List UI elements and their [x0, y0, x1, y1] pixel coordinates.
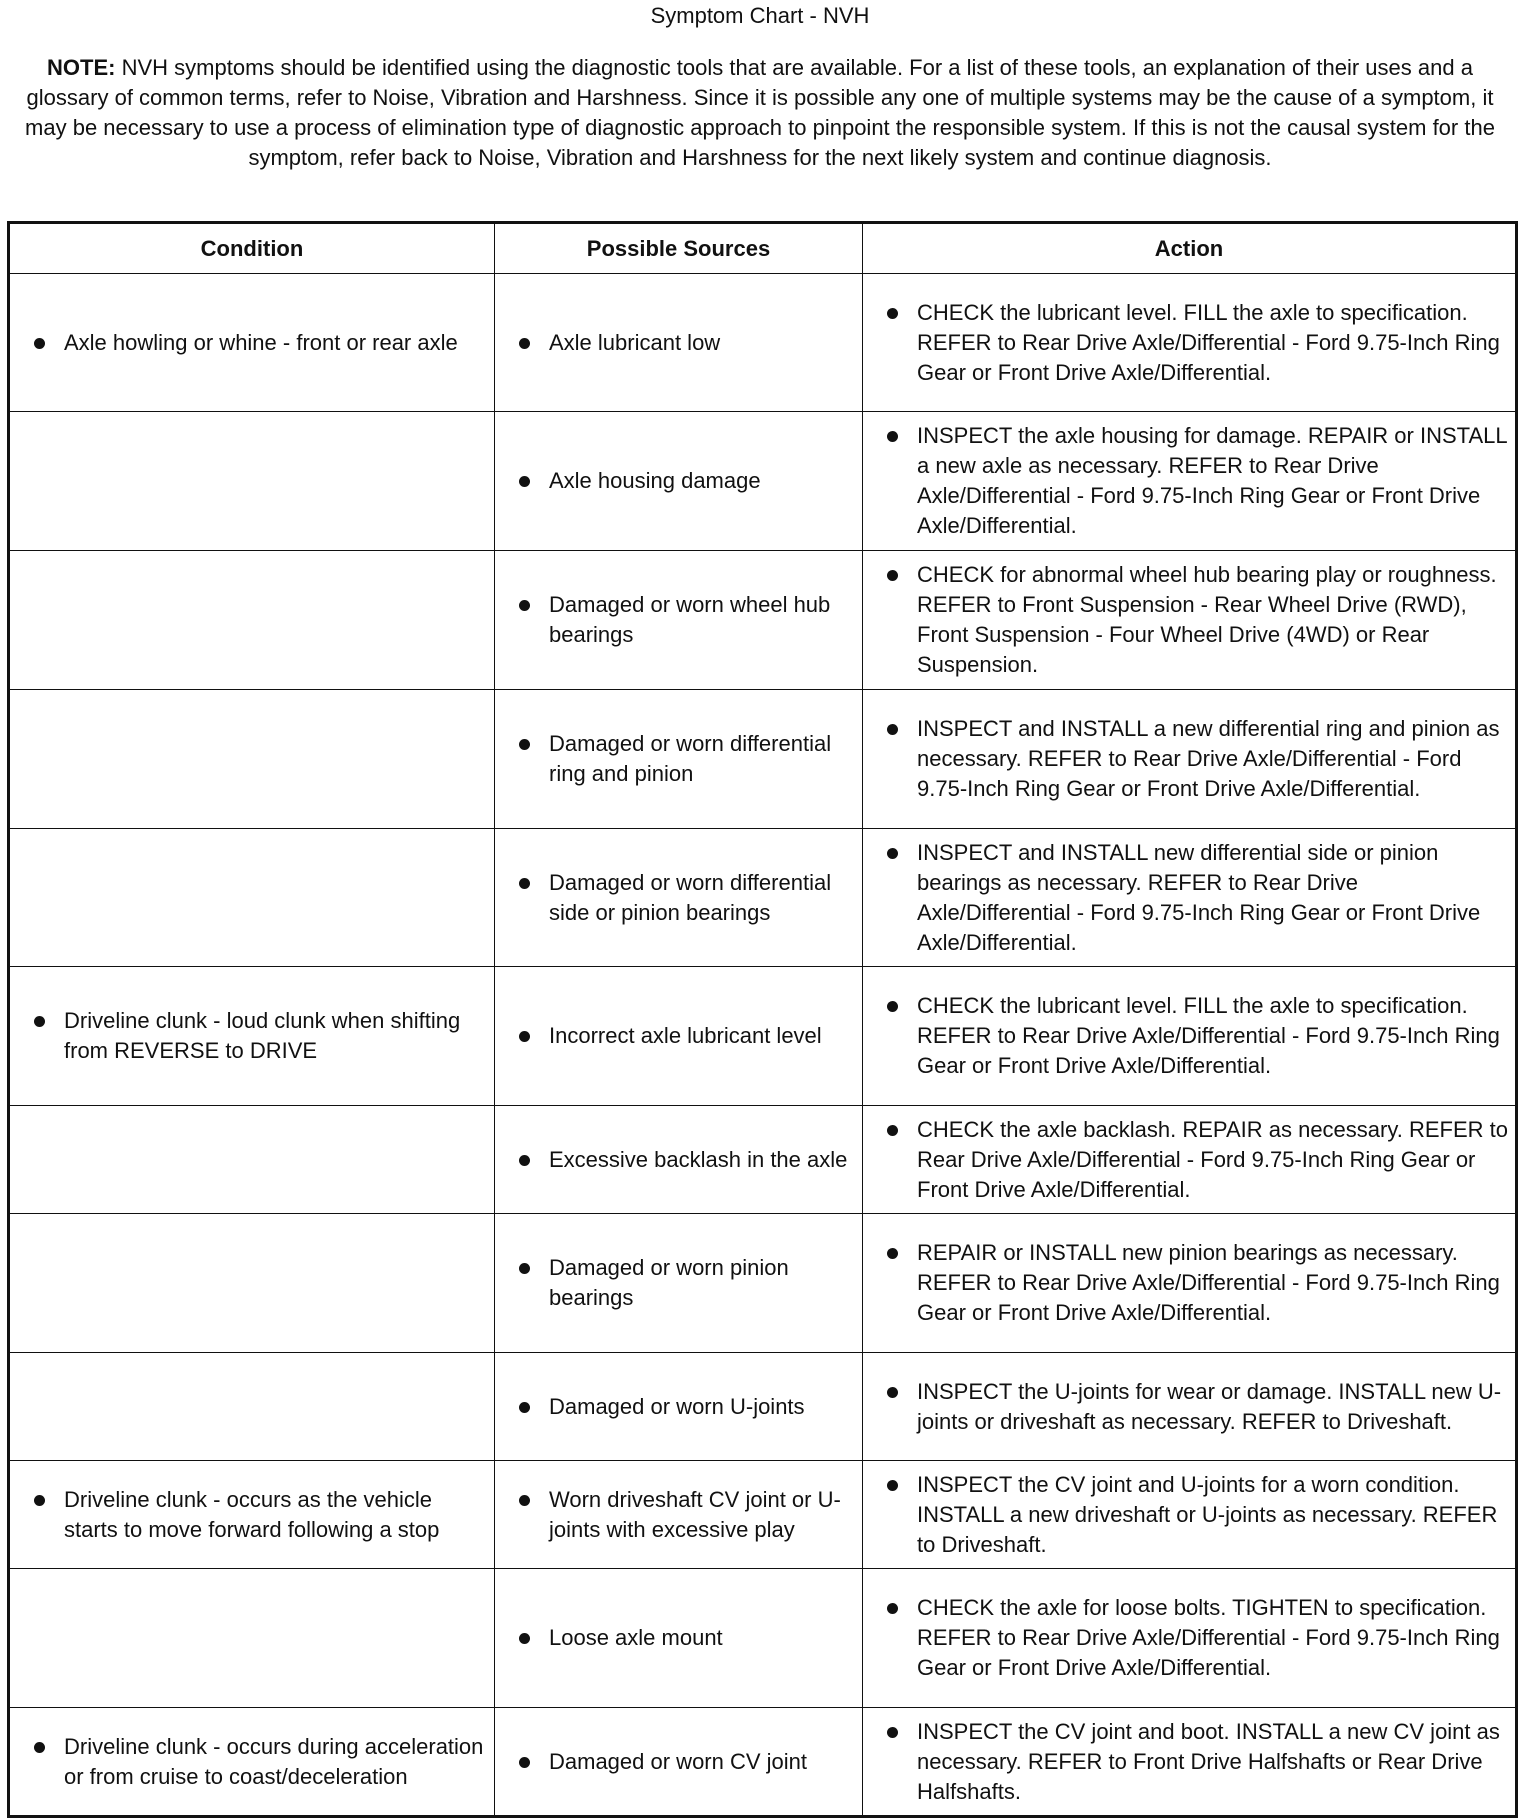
source-text: Incorrect axle lubricant level: [513, 1021, 856, 1051]
action-cell: [863, 412, 1517, 551]
source-cell: [495, 1353, 863, 1461]
table-row: [9, 967, 1517, 1106]
page-title: Symptom Chart - NVH: [650, 3, 870, 28]
table-header-row: [9, 223, 1517, 274]
source-text: Excessive backlash in the axle: [513, 1145, 856, 1175]
action-cell: [863, 690, 1517, 829]
action-cell: [863, 1106, 1517, 1214]
source-text: Worn driveshaft CV joint or U-joints with excessive play: [513, 1485, 856, 1545]
table-row: [9, 1461, 1517, 1569]
source-text: Damaged or worn differential ring and pinion: [513, 729, 856, 789]
source-cell: [495, 690, 863, 829]
source-text: Axle housing damage: [513, 466, 856, 496]
source-text: Damaged or worn pinion bearings: [513, 1253, 856, 1313]
action-text: CHECK the axle for loose bolts. TIGHTEN to specification. REFER to Rear Drive Axle/Differential - Ford 9.75-Inch Ring Gear or Front Drive Axle/Differential.: [881, 1593, 1509, 1683]
source-cell: [495, 412, 863, 551]
header-condition: Condition: [9, 223, 495, 274]
condition-cell: [9, 1106, 495, 1214]
symptom-chart-table: [7, 221, 1518, 1818]
action-cell: [863, 551, 1517, 690]
condition-cell: [9, 1214, 495, 1353]
note-label: NOTE:: [47, 55, 116, 80]
action-cell: [863, 274, 1517, 412]
condition-cell: [9, 690, 495, 829]
action-text: INSPECT the U-joints for wear or damage. INSTALL new U-joints or driveshaft as necessary. REFER to Driveshaft.: [881, 1377, 1509, 1437]
action-cell: [863, 1353, 1517, 1461]
table-row: [9, 1569, 1517, 1708]
note-text: NVH symptoms should be identified using the diagnostic tools that are available. For a list of these tools, an explanation of their uses and a glossary of common terms, refer to Noise, Vibration and Harshness. Since it is possible any one of multiple systems may be the cause of a symptom, it may be necessary to use a process of elimination type of diagnostic approach to pinpoint the responsible system. If this is not the causal system for the symptom, refer back to Noise, Vibration and Harshness for the next likely system and continue diagnosis.: [25, 55, 1495, 170]
source-cell: [495, 1569, 863, 1708]
table-row: [9, 690, 1517, 829]
condition-cell: [9, 967, 495, 1106]
condition-text: Axle howling or whine - front or rear axle: [28, 328, 488, 358]
table-row: [9, 1214, 1517, 1353]
source-text: Damaged or worn wheel hub bearings: [513, 590, 856, 650]
header-possible-sources: Possible Sources: [495, 223, 863, 274]
source-text: Loose axle mount: [513, 1623, 856, 1653]
action-cell: [863, 1569, 1517, 1708]
source-cell: [495, 551, 863, 690]
table-row: [9, 1708, 1517, 1817]
source-cell: [495, 1106, 863, 1214]
condition-text: Driveline clunk - occurs during acceleration or from cruise to coast/deceleration: [28, 1732, 488, 1792]
source-cell: [495, 1708, 863, 1817]
action-text: CHECK the axle backlash. REPAIR as necessary. REFER to Rear Drive Axle/Differential - Ford 9.75-Inch Ring Gear or Front Drive Axle/Differential.: [881, 1115, 1509, 1205]
action-text: CHECK for abnormal wheel hub bearing play or roughness. REFER to Front Suspension - Rear Wheel Drive (RWD), Front Suspension - Four Wheel Drive (4WD) or Rear Suspension.: [881, 560, 1509, 680]
action-text: INSPECT the CV joint and boot. INSTALL a new CV joint as necessary. REFER to Front Drive Halfshafts or Rear Drive Halfshafts.: [881, 1717, 1509, 1807]
condition-cell: [9, 551, 495, 690]
source-text: Axle lubricant low: [513, 328, 856, 358]
action-cell: [863, 1214, 1517, 1353]
source-text: Damaged or worn CV joint: [513, 1747, 856, 1777]
condition-text: Driveline clunk - occurs as the vehicle starts to move forward following a stop: [28, 1485, 488, 1545]
table-row: [9, 412, 1517, 551]
source-cell: [495, 829, 863, 967]
condition-cell: [9, 412, 495, 551]
action-text: CHECK the lubricant level. FILL the axle to specification. REFER to Rear Drive Axle/Differential - Ford 9.75-Inch Ring Gear or Front Drive Axle/Differential.: [881, 991, 1509, 1081]
source-text: Damaged or worn differential side or pinion bearings: [513, 868, 856, 928]
note-paragraph: [8, 53, 1512, 173]
table-row: [9, 1353, 1517, 1461]
table-row: [9, 1106, 1517, 1214]
action-text: INSPECT and INSTALL new differential side or pinion bearings as necessary. REFER to Rear Drive Axle/Differential - Ford 9.75-Inch Ring Gear or Front Drive Axle/Differential.: [881, 838, 1509, 958]
action-text: CHECK the lubricant level. FILL the axle to specification. REFER to Rear Drive Axle/Differential - Ford 9.75-Inch Ring Gear or Front Drive Axle/Differential.: [881, 298, 1509, 388]
condition-cell: [9, 1708, 495, 1817]
action-text: INSPECT the axle housing for damage. REPAIR or INSTALL a new axle as necessary. REFER to Rear Drive Axle/Differential - Ford 9.75-Inch Ring Gear or Front Drive Axle/Differential.: [881, 421, 1509, 541]
action-cell: [863, 829, 1517, 967]
action-cell: [863, 1461, 1517, 1569]
header-action: Action: [863, 223, 1517, 274]
condition-cell: [9, 829, 495, 967]
condition-cell: [9, 1353, 495, 1461]
source-cell: [495, 1461, 863, 1569]
action-cell: [863, 1708, 1517, 1817]
action-text: INSPECT the CV joint and U-joints for a worn condition. INSTALL a new driveshaft or U-joints as necessary. REFER to Driveshaft.: [881, 1470, 1509, 1560]
table-row: [9, 551, 1517, 690]
source-cell: [495, 274, 863, 412]
action-text: REPAIR or INSTALL new pinion bearings as necessary. REFER to Rear Drive Axle/Differential - Ford 9.75-Inch Ring Gear or Front Drive Axle/Differential.: [881, 1238, 1509, 1328]
condition-cell: [9, 274, 495, 412]
source-cell: [495, 1214, 863, 1353]
condition-text: Driveline clunk - loud clunk when shifting from REVERSE to DRIVE: [28, 1006, 488, 1066]
table-row: [9, 274, 1517, 412]
source-cell: [495, 967, 863, 1106]
source-text: Damaged or worn U-joints: [513, 1392, 856, 1422]
action-text: INSPECT and INSTALL a new differential ring and pinion as necessary. REFER to Rear Drive Axle/Differential - Ford 9.75-Inch Ring Gear or Front Drive Axle/Differential.: [881, 714, 1509, 804]
table-row: [9, 829, 1517, 967]
condition-cell: [9, 1461, 495, 1569]
condition-cell: [9, 1569, 495, 1708]
action-cell: [863, 967, 1517, 1106]
